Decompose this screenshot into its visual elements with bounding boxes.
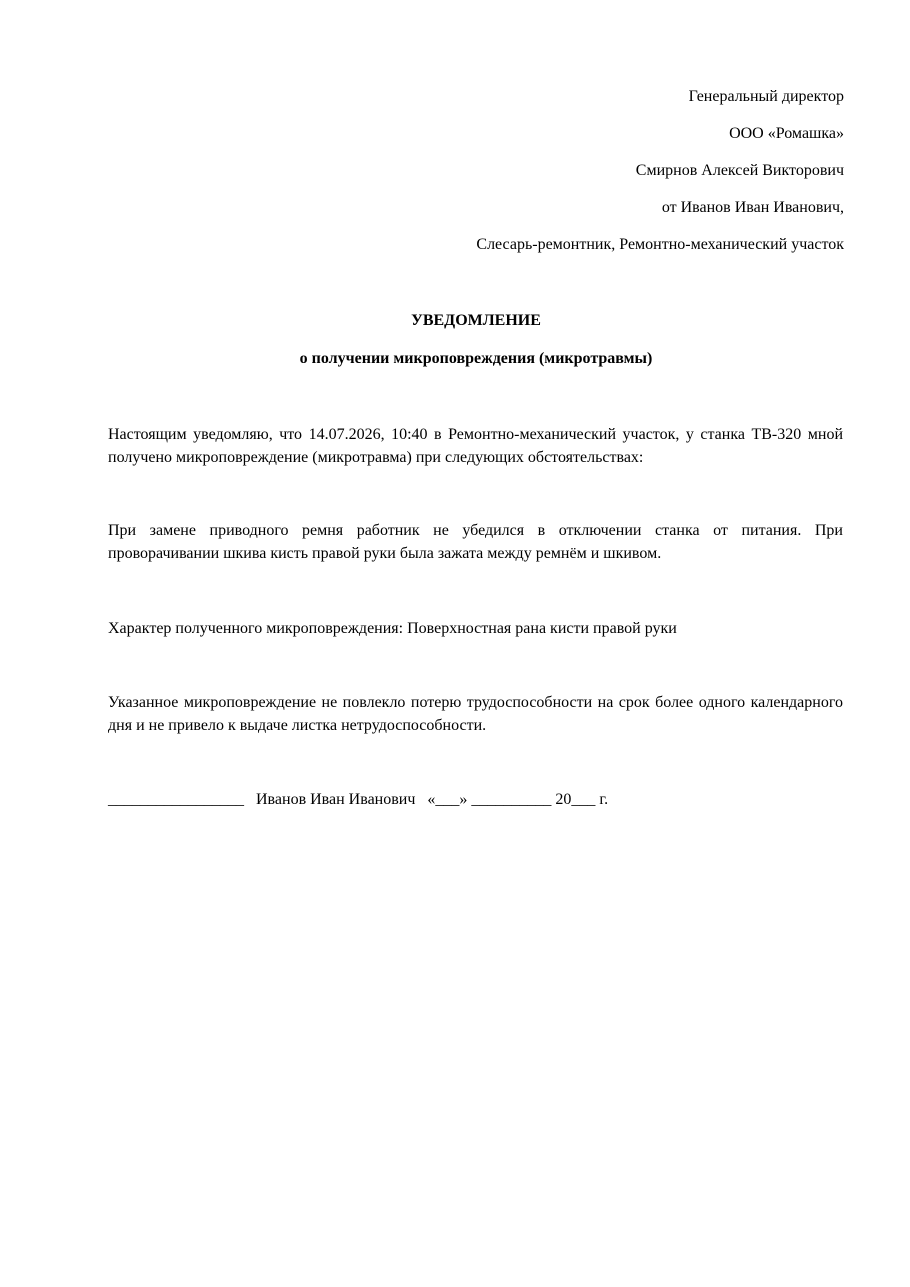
signature-line: _________________ Иванов Иван Иванович «___» __________ 20___ г. <box>108 791 609 808</box>
paragraph-incident-date-place: Настоящим уведомляю, что 14.07.2026, 10:40 в Ремонтно-механический участок, у станка ТВ-320 мной получено микроповреждение (микротравма) при следующих обстоятельствах: <box>108 426 843 466</box>
addressee-company: ООО «Ромашка» <box>729 125 844 142</box>
paragraph-consequences: Указанное микроповреждение не повлекло потерю трудоспособности на срок более одного календарного дня и не привело к выдаче листка нетрудоспособности. <box>108 694 843 734</box>
sender-position: Слесарь-ремонтник, Ремонтно-механический участок <box>476 236 844 253</box>
addressee-position: Генеральный директор <box>688 88 844 105</box>
document-title: УВЕДОМЛЕНИЕ <box>411 312 541 329</box>
document-subtitle: о получении микроповреждения (микротравмы) <box>299 350 653 367</box>
paragraph-circumstances: При замене приводного ремня работник не убедился в отключении станка от питания. При проворачивании шкива кисть правой руки была зажата между ремнём и шкивом. <box>108 522 843 562</box>
sender-name: от Иванов Иван Иванович, <box>661 199 844 216</box>
addressee-block <box>324 86 844 271</box>
paragraph-injury-nature: Характер полученного микроповреждения: Поверхностная рана кисти правой руки <box>108 620 677 637</box>
addressee-director-name: Смирнов Алексей Викторович <box>635 162 844 179</box>
